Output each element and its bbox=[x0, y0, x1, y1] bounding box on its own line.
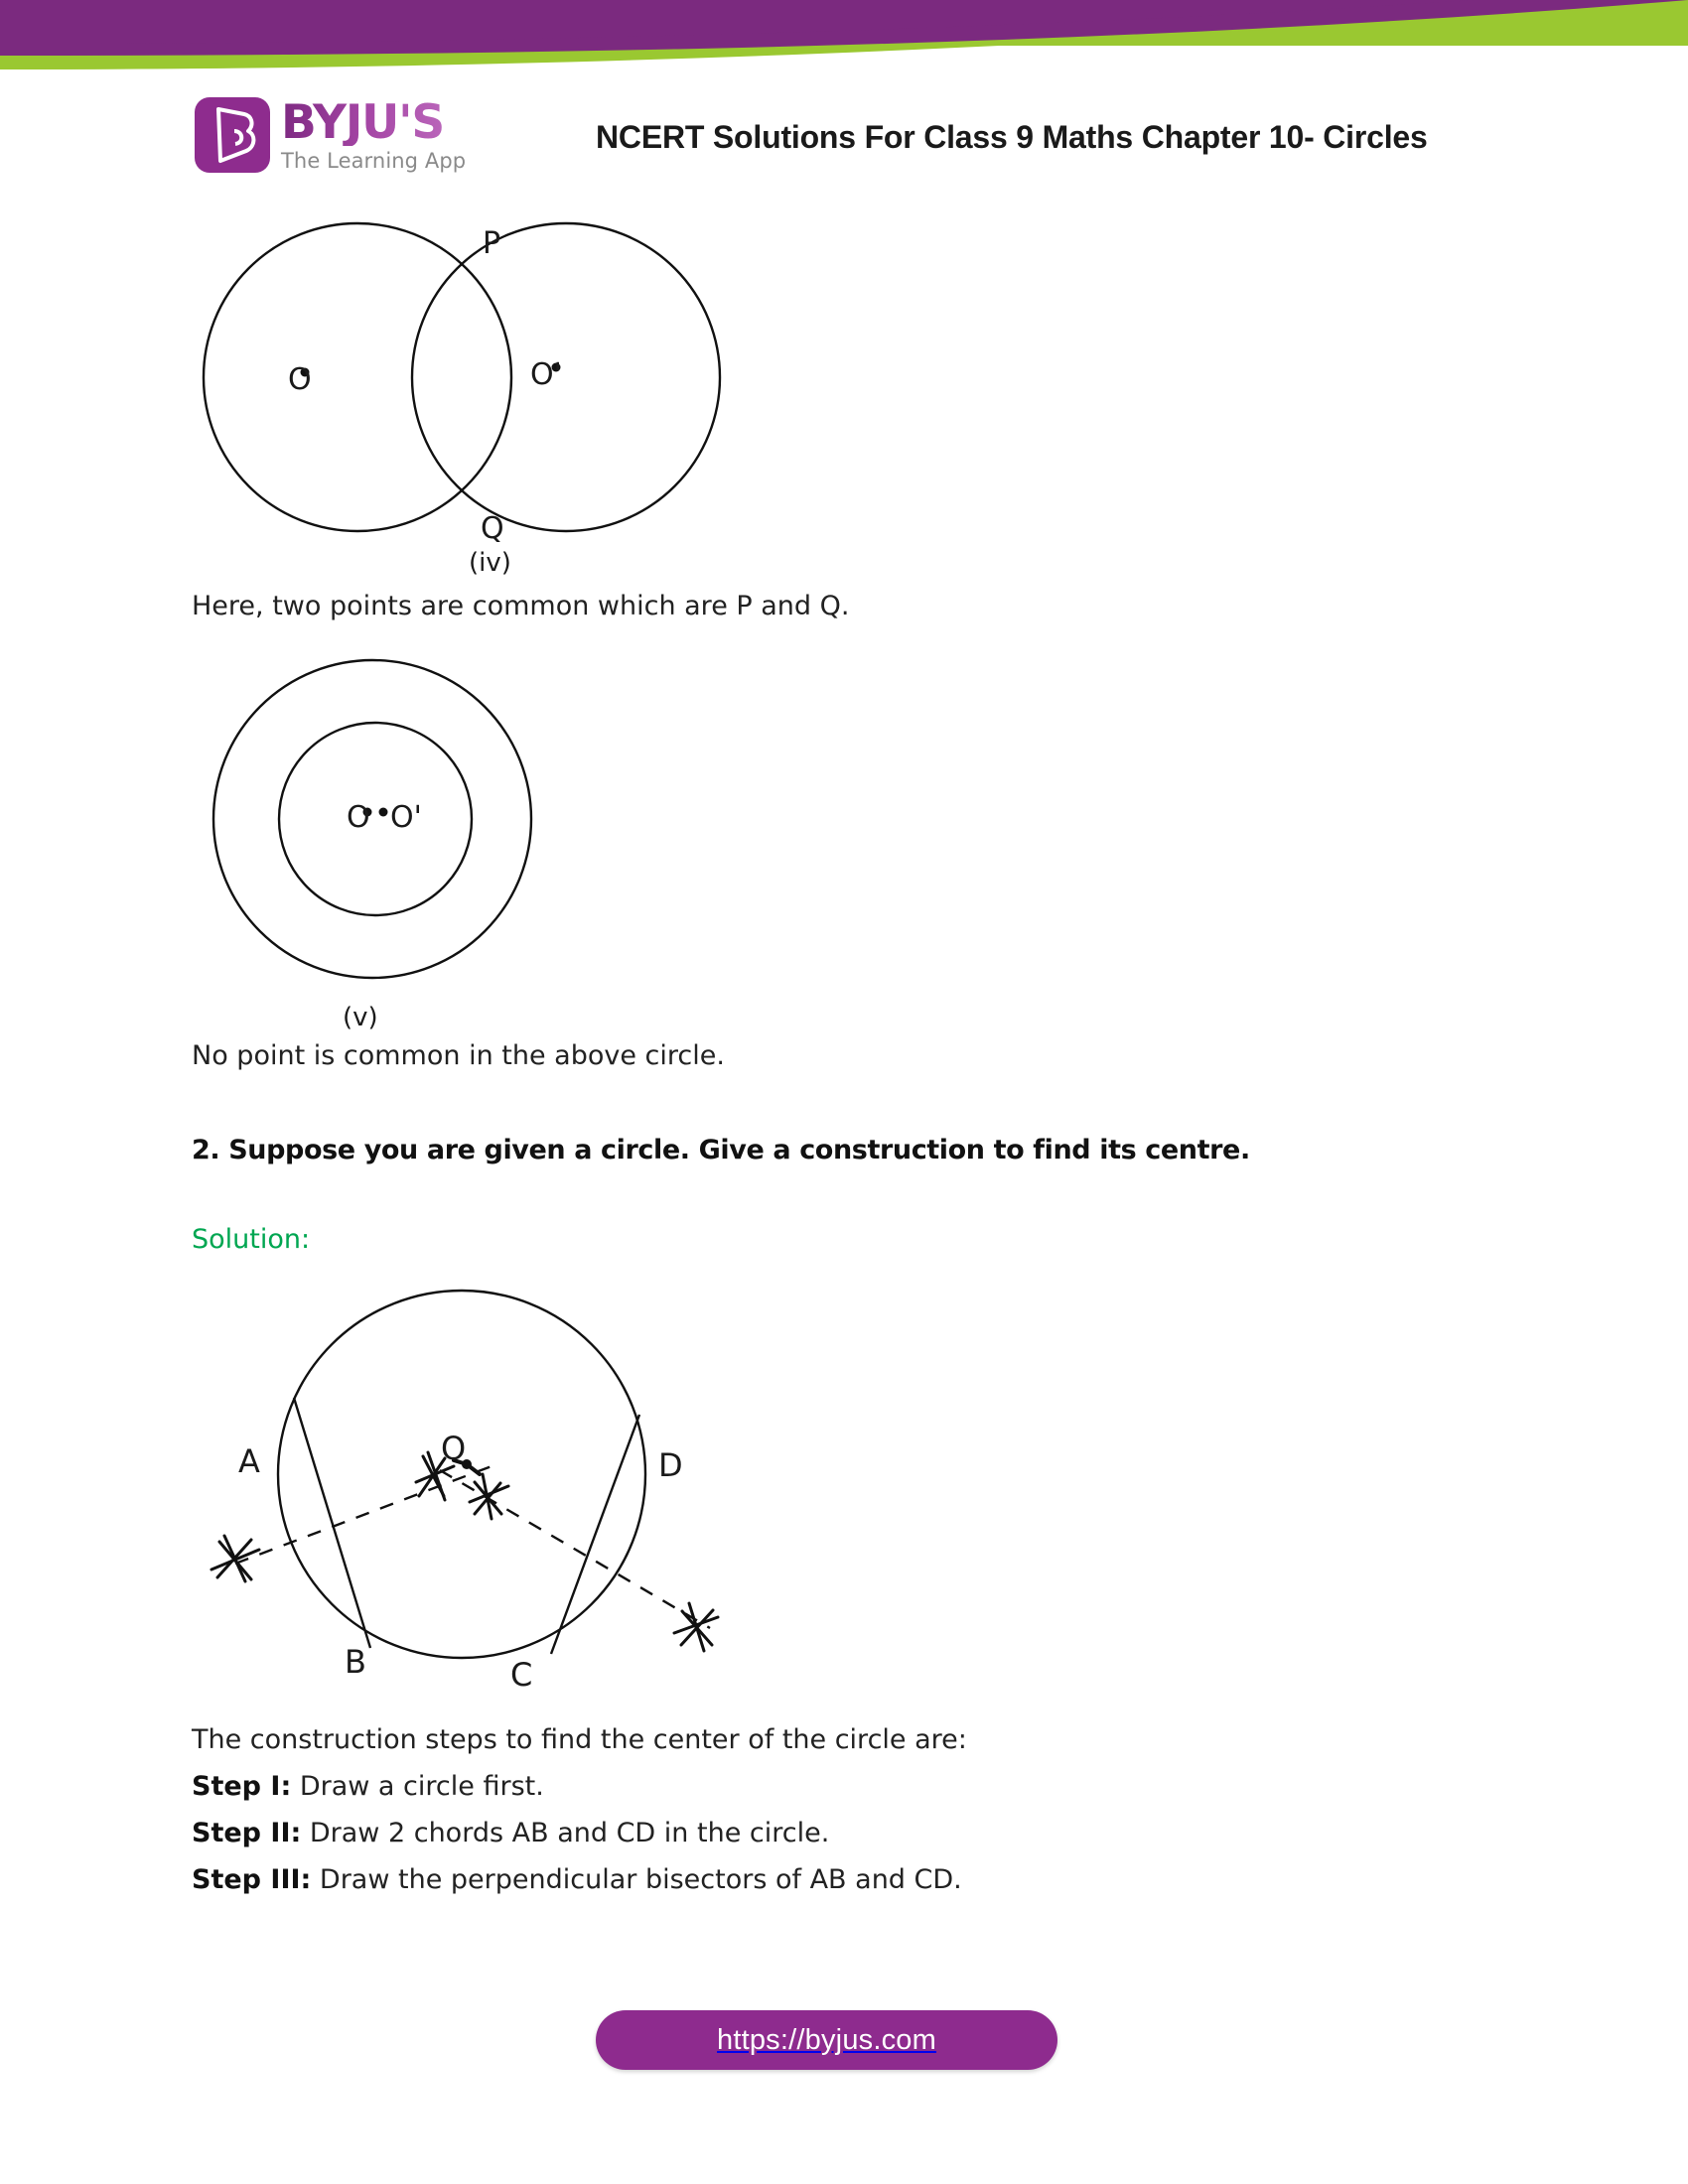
figure-iv-label-p: P bbox=[483, 226, 501, 261]
question-2: 2. Suppose you are given a circle. Give a construction to find its centre. bbox=[192, 1135, 1250, 1165]
top-banner bbox=[0, 0, 1688, 89]
note-two-points-common: Here, two points are common which are P and Q. bbox=[192, 591, 850, 621]
figure-iv-label-o: O bbox=[288, 362, 312, 397]
solution-label: Solution: bbox=[192, 1224, 311, 1255]
step-2 bbox=[192, 1818, 829, 1848]
construction-label-c: C bbox=[510, 1656, 533, 1694]
byjus-url-text: https://byjus.com bbox=[717, 2023, 936, 2056]
step-3-label: Step III: bbox=[192, 1864, 312, 1895]
figure-v-label-o: O bbox=[347, 800, 370, 835]
circle-o-prime bbox=[412, 223, 720, 531]
center-dot-o-prime bbox=[379, 808, 388, 817]
figure-v-caption: (v) bbox=[343, 1003, 378, 1032]
construction-label-b: B bbox=[345, 1643, 366, 1681]
page-header bbox=[0, 85, 1688, 195]
step-1-text: Draw a circle first. bbox=[291, 1771, 544, 1802]
arc-mark-center-right bbox=[470, 1474, 508, 1519]
step-1 bbox=[192, 1771, 544, 1802]
arc-mark-left bbox=[211, 1536, 259, 1581]
page-title: NCERT Solutions For Class 9 Maths Chapter 10- Circles bbox=[596, 119, 1428, 155]
bisector-cd bbox=[440, 1470, 710, 1628]
construction-label-a: A bbox=[238, 1442, 260, 1480]
step-3-text: Draw the perpendicular bisectors of AB and CD. bbox=[311, 1864, 962, 1895]
inner-circle bbox=[279, 723, 472, 915]
figure-v-label-o-prime: O' bbox=[390, 800, 422, 835]
byjus-logo-mark-icon bbox=[195, 97, 270, 173]
figure-iv-caption: (iv) bbox=[469, 548, 511, 578]
step-2-text: Draw 2 chords AB and CD in the circle. bbox=[301, 1818, 830, 1848]
construction-label-d: D bbox=[658, 1446, 683, 1484]
step-3 bbox=[192, 1864, 962, 1895]
chord-ab bbox=[294, 1398, 370, 1648]
construction-circle bbox=[278, 1291, 645, 1658]
construction-label-o: O bbox=[441, 1430, 467, 1467]
step-1-label: Step I: bbox=[192, 1771, 292, 1802]
bisector-ab bbox=[235, 1466, 492, 1564]
outer-circle bbox=[213, 660, 531, 978]
construction-intro: The construction steps to find the center of the circle are: bbox=[192, 1724, 967, 1755]
figure-concentric-circles bbox=[199, 655, 556, 983]
note-no-point-common: No point is common in the above circle. bbox=[192, 1040, 725, 1071]
figure-iv-label-o-prime: O' bbox=[530, 357, 562, 392]
byjus-logo bbox=[195, 94, 467, 173]
chord-cd bbox=[551, 1415, 639, 1654]
byjus-logo-subtitle: The Learning App bbox=[281, 148, 467, 173]
figure-iv-label-q: Q bbox=[481, 511, 504, 546]
byjus-logo-title: BYJU'S bbox=[281, 99, 466, 146]
byjus-url-button[interactable] bbox=[596, 2010, 1057, 2070]
circle-o bbox=[204, 223, 511, 531]
step-2-label: Step II: bbox=[192, 1818, 302, 1848]
figure-intersecting-circles bbox=[184, 213, 799, 541]
arc-mark-bottom-right bbox=[674, 1603, 718, 1651]
